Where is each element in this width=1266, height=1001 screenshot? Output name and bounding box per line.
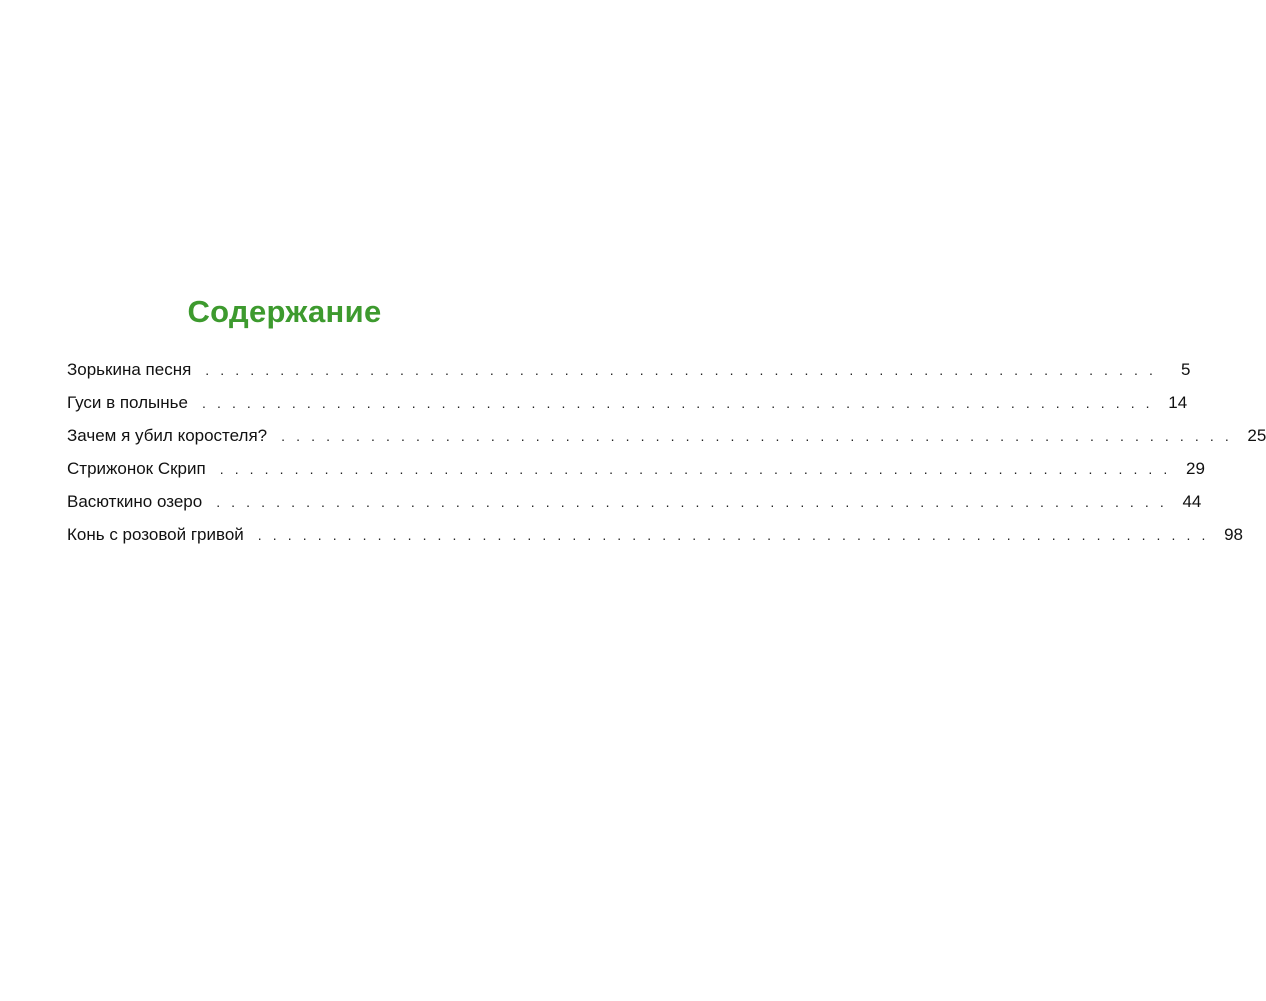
toc-dot-leader: . . . . . . . . . . . . . . . . . . . . . . . . . . . . . . . . . . . . . . . . . . . . . . . . . . . . . . . . . . . . . . . .	[216, 494, 1168, 510]
toc-entry[interactable]	[67, 455, 1205, 488]
page-title: Содержание	[187, 293, 382, 329]
toc-entry[interactable]	[67, 488, 1202, 521]
toc-page-number: 44	[1182, 492, 1202, 511]
toc-page-number: 98	[1224, 525, 1243, 544]
toc-entry-title: Васюткино озеро	[67, 492, 203, 511]
toc-entry-title: Гуси в полынье	[67, 393, 188, 412]
toc-dot-leader: . . . . . . . . . . . . . . . . . . . . . . . . . . . . . . . . . . . . . . . . . . . . . . . . . . . . . . . . . . . . . . . .	[281, 428, 1233, 444]
toc-page-number: 25	[1247, 426, 1266, 445]
toc-dot-leader: . . . . . . . . . . . . . . . . . . . . . . . . . . . . . . . . . . . . . . . . . . . . . . . . . . . . . . . . . . . . . . . .	[257, 527, 1209, 543]
toc-dot-leader: . . . . . . . . . . . . . . . . . . . . . . . . . . . . . . . . . . . . . . . . . . . . . . . . . . . . . . . . . . . . . . . .	[205, 362, 1157, 378]
toc-page-number: 14	[1168, 393, 1188, 412]
toc-page-number: 5	[1181, 360, 1191, 379]
toc-entry[interactable]	[67, 521, 1243, 554]
toc-dot-leader: . . . . . . . . . . . . . . . . . . . . . . . . . . . . . . . . . . . . . . . . . . . . . . . . . . . . . . . . . . . . . . . .	[201, 395, 1154, 411]
toc-dot-leader: . . . . . . . . . . . . . . . . . . . . . . . . . . . . . . . . . . . . . . . . . . . . . . . . . . . . . . . . . . . . . . . .	[219, 461, 1171, 477]
toc-entry-title: Зорькина песня	[67, 360, 192, 379]
toc-page-number: 29	[1185, 459, 1205, 478]
toc-entry[interactable]	[67, 422, 1266, 455]
table-of-contents	[67, 356, 1266, 554]
toc-entry[interactable]	[67, 356, 1191, 389]
toc-entry-title: Стрижонок Скрип	[67, 459, 206, 478]
toc-entry[interactable]	[67, 389, 1188, 422]
toc-entry-title: Конь с розовой гривой	[67, 525, 244, 544]
toc-entry-title: Зачем я убил коростеля?	[67, 426, 268, 445]
